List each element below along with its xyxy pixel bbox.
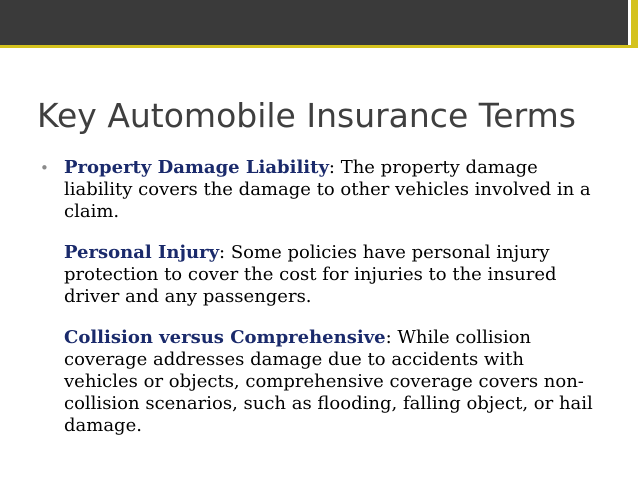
paragraph-group (64, 157, 600, 437)
slide-content (40, 157, 600, 437)
paragraph-collision-comprehensive (64, 327, 600, 437)
header-bar (0, 0, 638, 45)
header-accent-line (0, 45, 638, 48)
paragraph-property-damage (64, 157, 600, 223)
term-separator: : (385, 327, 398, 348)
bullet-icon: • (40, 159, 49, 177)
bullet-list-item (40, 157, 600, 437)
header-accent-tab (631, 0, 638, 45)
term-separator: : (219, 242, 231, 263)
header-dark-band (0, 0, 628, 45)
term-personal-injury: Personal Injury (64, 242, 220, 263)
term-collision-comprehensive: Collision versus Comprehensive (64, 327, 386, 348)
term-separator: : (328, 157, 341, 178)
definition-property-damage: The property damage liability covers the damage to other vehicles involved in a claim. (64, 157, 591, 222)
definition-collision-comprehensive: While collision coverage addresses damage due to accidents with vehicles or objects, comprehensive coverage covers non-collision scenarios, such as flooding, falling object, or hail damage. (64, 327, 593, 436)
paragraph-personal-injury (64, 242, 600, 308)
term-property-damage: Property Damage Liability (64, 157, 329, 178)
slide-title: Key Automobile Insurance Terms (37, 96, 576, 135)
definition-personal-injury: Some policies have personal injury protection to cover the cost for injuries to the insured driver and any passengers. (64, 242, 557, 307)
